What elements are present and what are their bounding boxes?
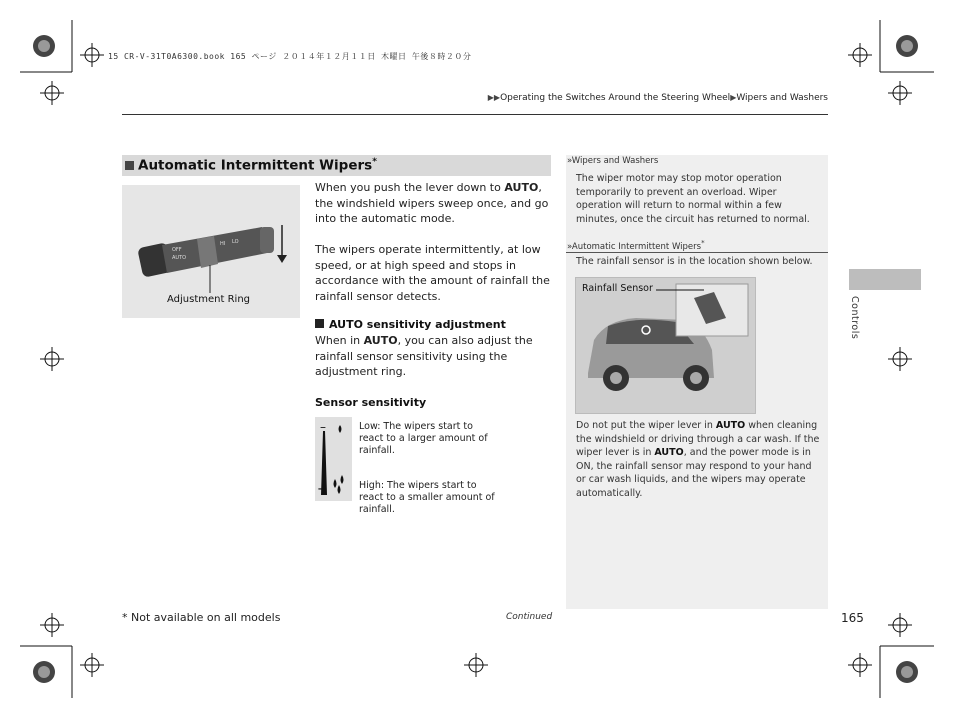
photo-label: Rainfall Sensor xyxy=(582,283,653,294)
lever-caption: Adjustment Ring xyxy=(167,294,251,305)
wiper-lever-drawing xyxy=(122,185,300,295)
sensitivity-title: Sensor sensitivity xyxy=(315,396,427,409)
intro-paragraph: When you push the lever down to AUTO, the windshield wipers sweep once, and go into the automatic mode. xyxy=(315,181,549,225)
footnote: * Not available on all models xyxy=(122,611,281,624)
page-number: 165 xyxy=(841,611,864,625)
sensitivity-scale xyxy=(315,417,352,501)
square-bullet-icon xyxy=(125,161,134,170)
sidebar-text-2: The rainfall sensor is in the location shown below. xyxy=(576,256,813,267)
sidebar-text-1: The wiper motor may stop motor operation temporarily to prevent an overload. Wiper operation will return to normal within a few minutes, once the circuit has returned to normal. xyxy=(576,173,810,225)
wiper-lever-illustration xyxy=(122,185,300,318)
header-divider xyxy=(122,114,828,115)
adjust-paragraph: When in AUTO, you can also adjust the rainfall sensor sensitivity using the adjustment ring. xyxy=(315,334,533,378)
section-title: Automatic Intermittent Wipers* xyxy=(138,157,377,174)
continued-label: Continued xyxy=(506,612,553,622)
reference-icon: » xyxy=(567,241,572,252)
plus-sign: + xyxy=(317,482,328,497)
book-header: 15 CR-V-31T0A6300.book 165 ページ ２０１４年１２月１１日 木曜日 午後８時２０分 xyxy=(108,52,472,61)
sensitivity-low: Low: The wipers start to react to a larger amount of rainfall. xyxy=(359,421,488,456)
sidebar-heading-2: »Automatic Intermittent Wipers* xyxy=(567,239,705,252)
sidebar-divider xyxy=(566,252,828,253)
svg-text:AUTO: AUTO xyxy=(172,255,187,261)
svg-text:LO: LO xyxy=(232,239,239,245)
sensitivity-high: High: The wipers start to react to a smaller amount of rainfall. xyxy=(359,480,495,515)
operation-paragraph: The wipers operate intermittently, at low speed, or at high speed and stops in accordance with the amount of rainfall the rainfall sensor detects. xyxy=(315,243,550,303)
car-illustration xyxy=(576,278,755,413)
breadcrumb xyxy=(488,93,828,103)
chapter-tab xyxy=(849,269,921,290)
sidebar-heading-1: »Wipers and Washers xyxy=(567,156,659,166)
sidebar-text-3: Do not put the wiper lever in AUTO when cleaning the windshield or driving through a car wash. If the wiper lever is in AUTO, and the power mode is in ON, the rainfall sensor may respond to your hand or car wash liquids, and the wipers may operate automatically. xyxy=(576,420,820,499)
reference-icon: » xyxy=(567,156,572,166)
square-bullet-icon xyxy=(315,319,324,328)
breadcrumb-level2: Wipers and Washers xyxy=(736,93,828,103)
subheading: AUTO sensitivity adjustment xyxy=(315,318,506,331)
svg-text:OFF: OFF xyxy=(172,247,182,253)
minus-sign: – xyxy=(320,420,326,434)
section-header xyxy=(122,155,551,176)
svg-text:HI: HI xyxy=(220,241,226,247)
double-arrow-icon: ▶▶ xyxy=(487,93,501,102)
arrow-icon: ▶ xyxy=(730,93,737,102)
rainfall-sensor-photo xyxy=(575,277,756,414)
raindrop-icon xyxy=(339,425,342,433)
raindrops-icon xyxy=(334,475,344,494)
chapter-tab-label: Controls xyxy=(849,296,860,340)
breadcrumb-level1: Operating the Switches Around the Steering Wheel xyxy=(500,93,731,103)
